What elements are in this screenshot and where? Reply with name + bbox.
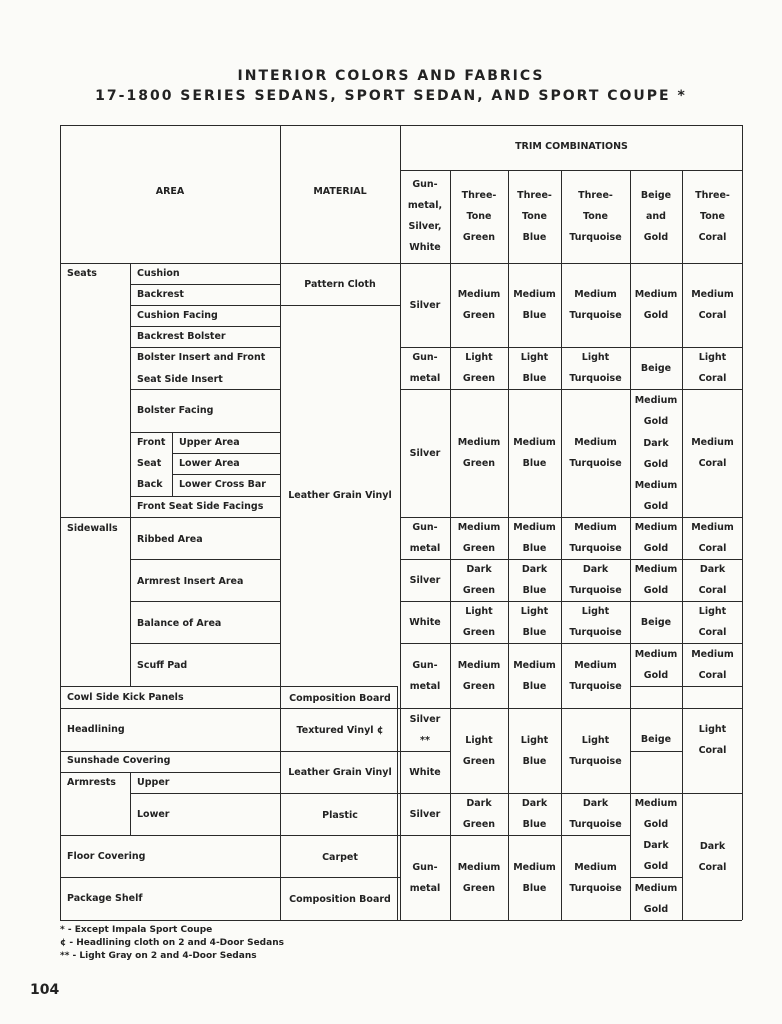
column-header-gunmetal-silver-white: Gun- metal, Silver, White	[407, 179, 443, 253]
trim-cell-line: Dark	[466, 798, 492, 809]
trim-cell-line: Turquoise	[569, 373, 622, 384]
trim-cell-green	[450, 655, 508, 697]
area-label-bolster-insert-line1: Bolster Insert and Front	[137, 352, 266, 363]
trim-cell-line: Turquoise	[569, 585, 622, 596]
trim-cell-line: Gold	[643, 416, 669, 427]
trim-cell-line: Light	[520, 352, 549, 363]
table-rule	[60, 125, 61, 920]
material-plastic: Plastic	[322, 810, 358, 821]
table-rule	[60, 686, 397, 687]
trim-cell-line: Coral	[698, 310, 727, 321]
trim-cell-line: Medium	[574, 660, 617, 671]
trim-cell-line: Medium	[513, 862, 556, 873]
trim-cell-line: Medium	[634, 649, 678, 660]
material-header: MATERIAL	[313, 186, 367, 197]
table-rule	[60, 772, 280, 773]
area-label-front: Front	[137, 437, 166, 448]
trim-cell-line: Gun-	[412, 862, 438, 873]
table-rule	[130, 643, 280, 644]
table-rule	[130, 432, 280, 433]
table-rule	[130, 284, 280, 285]
area-label-bolster-facing: Bolster Facing	[137, 405, 214, 416]
trim-cell-gsw	[400, 857, 450, 899]
trim-cell-blue	[508, 601, 561, 643]
trim-cell-line: Medium	[691, 437, 734, 448]
column-header-three-tone-blue: Three- Tone Blue	[517, 190, 552, 243]
trim-cell-line: Gold	[643, 904, 669, 915]
area-label-armrests: Armrests	[67, 777, 116, 788]
trim-cell-coral	[682, 347, 743, 389]
area-label-upper: Upper	[137, 777, 170, 788]
trim-cell-line: Dark	[582, 564, 609, 575]
trim-cell-gsw	[400, 517, 450, 559]
trim-cell-gsw	[400, 762, 450, 783]
trim-cell-blue	[508, 517, 561, 559]
area-label-back: Back	[137, 479, 163, 490]
trim-cell-line: White	[409, 767, 441, 778]
trim-cell-turquoise	[561, 284, 630, 326]
table-rule	[60, 920, 742, 921]
trim-cell-line: **	[420, 735, 430, 746]
trim-cell-line: Coral	[698, 862, 727, 873]
trim-cell-gsw	[400, 295, 450, 316]
trim-cell-coral	[682, 644, 743, 686]
trim-cell-line: Medium	[513, 437, 556, 448]
table-rule	[280, 751, 400, 752]
trim-cell-line: Medium	[634, 522, 678, 533]
trim-cell-gold	[630, 475, 682, 517]
table-rule	[130, 389, 280, 390]
trim-cell-gsw	[400, 570, 450, 591]
trim-combinations-header: TRIM COMBINATIONS	[515, 141, 628, 152]
area-label-backrest-bolster: Backrest Bolster	[137, 331, 226, 342]
trim-cell-line: metal	[409, 373, 441, 384]
trim-cell-green	[450, 857, 508, 899]
trim-cell-turquoise	[561, 730, 630, 772]
trim-cell-line: Light	[698, 724, 727, 735]
trim-cell-line: Medium	[457, 437, 501, 448]
page-title: INTERIOR COLORS AND FABRICS	[237, 68, 545, 84]
area-label-lower-area: Lower Area	[179, 458, 240, 469]
trim-cell-gsw	[400, 804, 450, 825]
trim-cell-green	[450, 559, 508, 601]
trim-cell-line: Dark	[582, 798, 609, 809]
trim-cell-line: Gold	[643, 459, 669, 470]
table-rule	[130, 263, 131, 517]
table-rule	[450, 835, 630, 836]
trim-cell-line: Light	[520, 606, 549, 617]
material-composition-board-2: Composition Board	[289, 894, 391, 905]
trim-cell-line: Blue	[522, 310, 547, 321]
trim-cell-line: Medium	[634, 289, 678, 300]
trim-cell-line: Coral	[698, 373, 727, 384]
trim-cell-line: Blue	[522, 756, 547, 767]
trim-cell-line: Medium	[691, 289, 734, 300]
trim-cell-line: Gun-	[412, 660, 438, 671]
material-leather-grain-vinyl-2: Leather Grain Vinyl	[288, 767, 392, 778]
table-rule	[172, 432, 173, 496]
trim-cell-line: Green	[462, 310, 496, 321]
table-rule	[172, 474, 280, 475]
area-label-package-shelf: Package Shelf	[67, 893, 143, 904]
trim-cell-gold	[630, 390, 682, 432]
material-pattern-cloth: Pattern Cloth	[304, 279, 376, 290]
trim-cell-green	[450, 517, 508, 559]
table-rule	[630, 751, 682, 752]
trim-cell-gold	[630, 835, 682, 877]
trim-cell-turquoise	[561, 559, 630, 601]
area-label-front-seat-side-facings: Front Seat Side Facings	[137, 501, 264, 512]
trim-cell-line: Light	[465, 735, 493, 746]
table-rule	[450, 708, 743, 709]
area-label-upper-area: Upper Area	[179, 437, 240, 448]
trim-cell-line: Medium	[634, 480, 678, 491]
trim-cell-line: Coral	[698, 627, 727, 638]
table-rule	[130, 305, 280, 306]
table-rule	[400, 835, 450, 836]
table-rule	[130, 559, 280, 560]
trim-cell-line: Medium	[513, 660, 556, 671]
trim-cell-gold	[630, 644, 682, 686]
table-rule	[60, 517, 280, 518]
trim-cell-line: Dark	[643, 438, 669, 449]
trim-cell-line: Blue	[522, 373, 547, 384]
area-label-armrest-insert-area: Armrest Insert Area	[137, 576, 244, 587]
trim-cell-line: Turquoise	[569, 310, 622, 321]
trim-cell-blue	[508, 347, 561, 389]
table-rule	[60, 125, 743, 126]
trim-cell-line: Turquoise	[569, 883, 622, 894]
trim-cell-line: Light	[581, 352, 610, 363]
material-composition-board: Composition Board	[289, 693, 391, 704]
trim-cell-line: Green	[462, 543, 496, 554]
trim-cell-line: Medium	[634, 883, 678, 894]
trim-cell-line: Light	[465, 352, 493, 363]
trim-cell-green	[450, 284, 508, 326]
trim-cell-gold	[630, 612, 682, 633]
trim-cell-line: Light	[698, 352, 727, 363]
trim-cell-gold	[630, 517, 682, 559]
trim-cell-line: Blue	[522, 883, 547, 894]
table-rule	[172, 453, 280, 454]
material-textured-vinyl: Textured Vinyl ¢	[296, 725, 384, 736]
area-label-bolster-insert-line2: Seat Side Insert	[137, 374, 223, 385]
trim-cell-green	[450, 347, 508, 389]
trim-cell-line: Coral	[698, 670, 727, 681]
area-label-cowl-side-kick-panels: Cowl Side Kick Panels	[67, 692, 184, 703]
trim-cell-line: Green	[462, 585, 496, 596]
table-rule	[630, 686, 682, 687]
trim-cell-green	[450, 793, 508, 835]
trim-cell-line: metal	[409, 681, 441, 692]
table-rule	[130, 326, 280, 327]
trim-cell-coral	[682, 719, 743, 761]
trim-cell-line: Blue	[522, 627, 547, 638]
trim-cell-line: Gold	[643, 585, 669, 596]
column-header-beige-and-gold: Beige and Gold	[640, 190, 672, 243]
trim-cell-line: Green	[462, 681, 496, 692]
trim-cell-coral	[682, 601, 743, 643]
trim-cell-line: Green	[462, 883, 496, 894]
area-label-seats: Seats	[67, 268, 97, 279]
table-rule	[450, 389, 743, 390]
area-label-lower: Lower	[137, 809, 170, 820]
trim-cell-line: Green	[462, 458, 496, 469]
column-header-three-tone-green: Three- Tone Green	[461, 190, 497, 243]
trim-cell-line: Green	[462, 373, 496, 384]
table-rule	[400, 751, 450, 752]
area-label-cushion-facing: Cushion Facing	[137, 310, 218, 321]
trim-cell-line: Dark	[699, 564, 726, 575]
trim-cell-coral	[682, 284, 743, 326]
trim-cell-turquoise	[561, 857, 630, 899]
trim-cell-line: Coral	[698, 585, 727, 596]
table-rule	[280, 793, 400, 794]
trim-cell-line: Dark	[521, 798, 548, 809]
trim-cell-line: Blue	[522, 681, 547, 692]
trim-cell-line: Medium	[634, 395, 678, 406]
trim-cell-turquoise	[561, 793, 630, 835]
trim-cell-line: Gold	[643, 310, 669, 321]
trim-cell-line: Light	[698, 606, 727, 617]
footnote-1: * - Except Impala Sport Coupe	[60, 925, 213, 935]
trim-cell-gold	[630, 559, 682, 601]
table-rule	[280, 305, 400, 306]
trim-cell-line: Gun-	[412, 522, 438, 533]
trim-cell-line: Green	[462, 627, 496, 638]
table-rule	[280, 877, 400, 878]
area-label-seat: Seat	[137, 458, 162, 469]
area-label-floor-covering: Floor Covering	[67, 851, 146, 862]
table-rule	[280, 125, 281, 920]
trim-cell-line: Medium	[574, 289, 617, 300]
trim-cell-line: Green	[462, 756, 496, 767]
trim-cell-line: Coral	[698, 745, 727, 756]
trim-cell-blue	[508, 857, 561, 899]
trim-cell-green	[450, 730, 508, 772]
trim-cell-line: Turquoise	[569, 458, 622, 469]
trim-cell-line: Light	[581, 735, 610, 746]
area-label-ribbed-area: Ribbed Area	[137, 534, 203, 545]
trim-cell-gsw	[400, 612, 450, 633]
column-header-three-tone-coral: Three- Tone Coral	[695, 190, 730, 243]
trim-cell-line: Beige	[640, 617, 672, 628]
trim-cell-line: Silver	[409, 300, 441, 311]
trim-cell-line: Blue	[522, 819, 547, 830]
trim-cell-line: Medium	[513, 289, 556, 300]
trim-cell-blue	[508, 284, 561, 326]
trim-cell-line: Medium	[574, 862, 617, 873]
table-rule	[682, 793, 743, 794]
trim-cell-line: Medium	[634, 798, 678, 809]
table-rule	[60, 835, 280, 836]
trim-cell-turquoise	[561, 517, 630, 559]
trim-cell-line: Medium	[574, 522, 617, 533]
table-rule	[682, 686, 743, 687]
table-rule	[400, 389, 450, 390]
area-label-lower-cross-bar: Lower Cross Bar	[179, 479, 266, 490]
trim-cell-line: Turquoise	[569, 819, 622, 830]
trim-cell-gsw	[400, 655, 450, 697]
trim-cell-line: Medium	[691, 522, 734, 533]
trim-cell-line: Green	[462, 819, 496, 830]
table-rule	[400, 643, 450, 644]
page-subtitle: 17-1800 SERIES SEDANS, SPORT SEDAN, AND SPORT COUPE *	[95, 88, 687, 104]
trim-cell-line: Light	[520, 735, 549, 746]
table-rule	[60, 877, 280, 878]
trim-cell-blue	[508, 432, 561, 474]
trim-cell-line: Blue	[522, 585, 547, 596]
trim-cell-blue	[508, 559, 561, 601]
trim-cell-line: Beige	[640, 734, 672, 745]
trim-cell-line: Silver	[409, 714, 441, 725]
table-rule	[400, 793, 450, 794]
trim-cell-line: Dark	[699, 841, 726, 852]
column-header-three-tone-turquoise: Three- Tone Turquoise	[569, 190, 622, 243]
table-rule	[130, 517, 131, 686]
trim-cell-gsw	[400, 443, 450, 464]
trim-cell-blue	[508, 793, 561, 835]
trim-cell-line: Medium	[457, 660, 501, 671]
trim-cell-line: Dark	[643, 840, 669, 851]
trim-cell-line: metal	[409, 883, 441, 894]
table-rule	[400, 601, 450, 602]
trim-cell-turquoise	[561, 655, 630, 697]
area-label-balance-of-area: Balance of Area	[137, 618, 222, 629]
trim-cell-coral	[682, 836, 743, 878]
table-rule	[130, 347, 280, 348]
trim-cell-gsw	[400, 347, 450, 389]
area-label-scuff-pad: Scuff Pad	[137, 660, 188, 671]
area-label-backrest: Backrest	[137, 289, 184, 300]
table-rule	[130, 496, 280, 497]
trim-cell-line: Light	[581, 606, 610, 617]
trim-cell-coral	[682, 559, 743, 601]
page-number: 104	[30, 982, 60, 998]
trim-cell-turquoise	[561, 601, 630, 643]
trim-cell-coral	[682, 432, 743, 474]
trim-cell-line: Medium	[691, 649, 734, 660]
table-rule	[130, 772, 131, 835]
trim-cell-line: Turquoise	[569, 756, 622, 767]
trim-cell-line: Light	[465, 606, 493, 617]
trim-cell-line: Silver	[409, 448, 441, 459]
trim-cell-gsw	[400, 709, 450, 751]
area-label-headlining: Headlining	[67, 724, 125, 735]
trim-cell-line: Gold	[643, 861, 669, 872]
trim-cell-gold	[630, 433, 682, 475]
trim-cell-line: Gold	[643, 670, 669, 681]
area-label-sunshade-covering: Sunshade Covering	[67, 755, 171, 766]
trim-cell-green	[450, 432, 508, 474]
trim-cell-coral	[682, 517, 743, 559]
material-carpet: Carpet	[322, 852, 358, 863]
trim-cell-line: Gold	[643, 819, 669, 830]
trim-cell-line: Gun-	[412, 352, 438, 363]
table-rule	[400, 559, 450, 560]
trim-cell-line: Silver	[409, 575, 441, 586]
trim-cell-line: White	[409, 617, 441, 628]
table-rule	[130, 601, 280, 602]
trim-cell-line: Medium	[457, 522, 501, 533]
trim-cell-line: Gold	[643, 543, 669, 554]
trim-cell-line: Turquoise	[569, 681, 622, 692]
trim-cell-blue	[508, 730, 561, 772]
trim-cell-line: Coral	[698, 458, 727, 469]
trim-cell-line: Medium	[457, 289, 501, 300]
trim-cell-gold	[630, 358, 682, 379]
footnote-2: ¢ - Headlining cloth on 2 and 4-Door Sedans	[60, 938, 284, 948]
trim-cell-turquoise	[561, 432, 630, 474]
trim-cell-line: Blue	[522, 458, 547, 469]
trim-cell-line: Gold	[643, 501, 669, 512]
area-header: AREA	[155, 186, 185, 197]
table-rule	[130, 793, 280, 794]
area-label-cushion: Cushion	[137, 268, 180, 279]
trim-cell-line: Blue	[522, 543, 547, 554]
trim-cell-blue	[508, 655, 561, 697]
trim-cell-line: Dark	[521, 564, 548, 575]
table-rule	[280, 835, 400, 836]
trim-cell-line: Medium	[457, 862, 501, 873]
trim-cell-line: Dark	[466, 564, 492, 575]
trim-cell-line: Medium	[634, 564, 678, 575]
trim-cell-gold	[630, 729, 682, 750]
trim-cell-line: Beige	[640, 363, 672, 374]
table-rule	[400, 170, 743, 171]
trim-cell-turquoise	[561, 347, 630, 389]
trim-cell-line: Medium	[513, 522, 556, 533]
trim-cell-line: Silver	[409, 809, 441, 820]
trim-cell-green	[450, 601, 508, 643]
trim-cell-gold	[630, 284, 682, 326]
trim-cell-line: Medium	[574, 437, 617, 448]
trim-cell-line: Turquoise	[569, 627, 622, 638]
trim-cell-line: metal	[409, 543, 441, 554]
trim-cell-gold	[630, 793, 682, 835]
table-rule	[60, 263, 743, 264]
footnote-3: ** - Light Gray on 2 and 4-Door Sedans	[60, 951, 257, 961]
area-label-sidewalls: Sidewalls	[67, 523, 118, 534]
trim-cell-line: Turquoise	[569, 543, 622, 554]
trim-cell-line: Coral	[698, 543, 727, 554]
material-leather-grain-vinyl: Leather Grain Vinyl	[288, 490, 392, 501]
trim-cell-gold	[630, 878, 682, 920]
